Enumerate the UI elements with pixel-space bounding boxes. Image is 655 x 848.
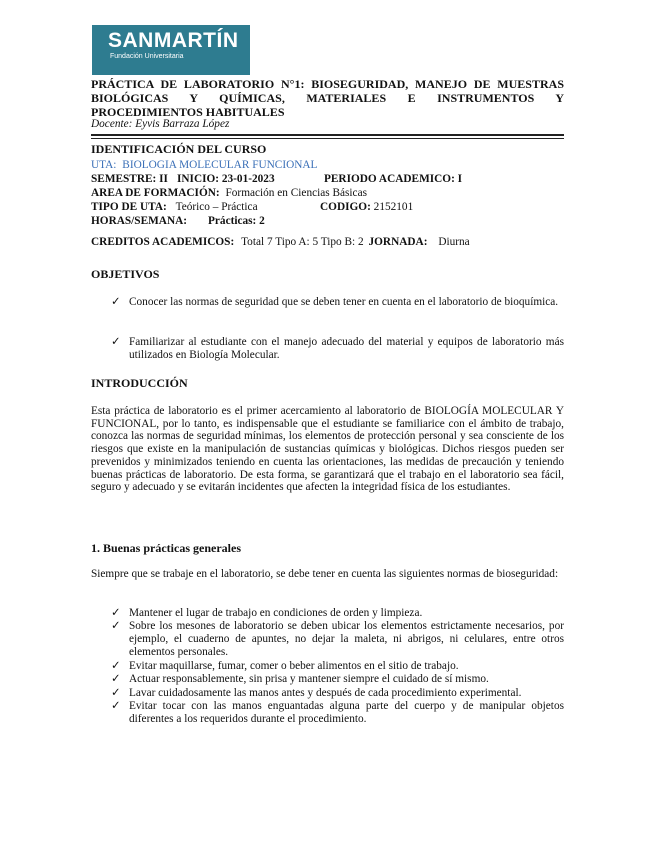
codigo-label: CODIGO: bbox=[320, 201, 371, 213]
norma-text: Mantener el lugar de trabajo en condiciones de orden y limpieza. bbox=[129, 607, 423, 619]
norma-item bbox=[111, 660, 564, 673]
tipo-label: TIPO DE UTA: bbox=[91, 201, 167, 213]
uta-value: BIOLOGIA MOLECULAR FUNCIONAL bbox=[122, 159, 318, 171]
periodo-academico: PERIODO ACADEMICO: I bbox=[324, 173, 463, 185]
creditos-value: Total 7 Tipo A: 5 Tipo B: 2 bbox=[241, 236, 364, 248]
objetivo-text: Conocer las normas de seguridad que se deben tener en cuenta en el laboratorio de bioquímica. bbox=[129, 296, 559, 308]
norma-text: Lavar cuidadosamente las manos antes y después de cada procedimiento experimental. bbox=[129, 687, 522, 699]
check-icon: ✓ bbox=[111, 660, 121, 672]
objetivo-text: Familiarizar al estudiante con el manejo adecuado del material y equipos de laboratorio más utilizados en Biología Molecular. bbox=[129, 336, 564, 361]
norma-item bbox=[111, 673, 564, 686]
buenas-practicas-heading: 1. Buenas prácticas generales bbox=[91, 541, 241, 555]
codigo-value: 2152101 bbox=[373, 201, 414, 213]
objetivo-item bbox=[111, 336, 564, 362]
norma-text: Sobre los mesones de laboratorio se deben ubicar los elementos estrictamente necesarios, por ejemplo, el cuaderno de apuntes, no dejar la maleta, ni abrigos, ni celulares, entre otros elementos personales. bbox=[129, 620, 564, 658]
objetivo-item bbox=[111, 296, 564, 309]
norma-item bbox=[111, 700, 564, 726]
buenas-practicas-intro: Siempre que se trabaje en el laboratorio, se debe tener en cuenta las siguientes normas de bioseguridad: bbox=[91, 568, 559, 580]
check-icon: ✓ bbox=[111, 673, 121, 685]
area-value: Formación en Ciencias Básicas bbox=[225, 187, 367, 199]
uta-label: UTA: bbox=[91, 159, 117, 171]
norma-item bbox=[111, 620, 564, 659]
creditos-label: CREDITOS ACADEMICOS: bbox=[91, 236, 235, 248]
check-icon: ✓ bbox=[111, 687, 121, 699]
check-icon: ✓ bbox=[111, 336, 121, 348]
introduccion-heading: INTRODUCCIÓN bbox=[91, 376, 188, 390]
jornada-label: JORNADA: bbox=[368, 236, 428, 248]
check-icon: ✓ bbox=[111, 620, 121, 632]
divider-thick bbox=[91, 134, 564, 136]
creditos-line bbox=[91, 235, 470, 249]
introduccion-text: Esta práctica de laboratorio es el primer acercamiento al laboratorio de BIOLOGÍA MOLECULAR Y FUNCIONAL, por lo tanto, es indispensable que el estudiante se familiarice con el ámbito de trabajo, conozca las normas de seguridad mínimas, los elementos de protección personal y sea consciente de los riesgos que existe en la manipulación de sustancias químicas y biológicas. Dichos riesgos pueden ser prevenidos y minimizados teniendo en cuenta las orientaciones, las medidas de precaución y teniendo buenas prácticas de laboratorio. De esta forma, se garantizará que el trabajo en el laboratorio sea fácil, seguro y adecuado y se evitarán incidentes que afecten la integridad física de los estudiantes. bbox=[91, 405, 564, 494]
logo-subtitle: Fundación Universitaria bbox=[110, 53, 184, 60]
horas-line bbox=[91, 214, 265, 228]
logo-name: SANMARTÍN bbox=[108, 29, 239, 52]
tipo-value: Teórico – Práctica bbox=[175, 201, 258, 213]
norma-text: Evitar tocar con las manos enguantadas alguna parte del cuerpo y de manipular objetos diferentes a los requeridos durante el procedimiento. bbox=[129, 700, 564, 725]
norma-item bbox=[111, 607, 564, 620]
check-icon: ✓ bbox=[111, 607, 121, 619]
uta-line bbox=[91, 158, 317, 172]
document-title: PRÁCTICA DE LABORATORIO N°1: BIOSEGURIDAD, MANEJO DE MUESTRAS BIOLÓGICAS Y QUÍMICAS, MATERIALES E INSTRUMENTOS Y PROCEDIMIENTOS HABITUALES bbox=[91, 77, 564, 119]
norma-text: Evitar maquillarse, fumar, comer o beber alimentos en el sitio de trabajo. bbox=[129, 660, 459, 672]
tipo-line bbox=[91, 200, 414, 214]
area-label: AREA DE FORMACIÓN: bbox=[91, 187, 220, 199]
jornada-value: Diurna bbox=[438, 236, 470, 248]
horas-label: HORAS/SEMANA: bbox=[91, 215, 188, 227]
semestre-line bbox=[91, 172, 463, 186]
divider-thin bbox=[91, 138, 564, 139]
course-heading: IDENTIFICACIÓN DEL CURSO bbox=[91, 142, 267, 156]
institution-logo bbox=[92, 25, 250, 75]
docente: Docente: Eyvis Barraza López bbox=[91, 118, 230, 130]
objetivos-heading: OBJETIVOS bbox=[91, 267, 160, 281]
area-line bbox=[91, 186, 367, 200]
codigo bbox=[320, 200, 413, 214]
check-icon: ✓ bbox=[111, 296, 121, 308]
check-icon: ✓ bbox=[111, 700, 121, 712]
norma-item bbox=[111, 687, 564, 700]
semestre: SEMESTRE: II bbox=[91, 173, 168, 185]
inicio: INICIO: 23-01-2023 bbox=[177, 173, 275, 185]
norma-text: Actuar responsablemente, sin prisa y mantener siempre el cuidado de sí mismo. bbox=[129, 673, 489, 685]
horas-value: Prácticas: 2 bbox=[208, 215, 265, 227]
